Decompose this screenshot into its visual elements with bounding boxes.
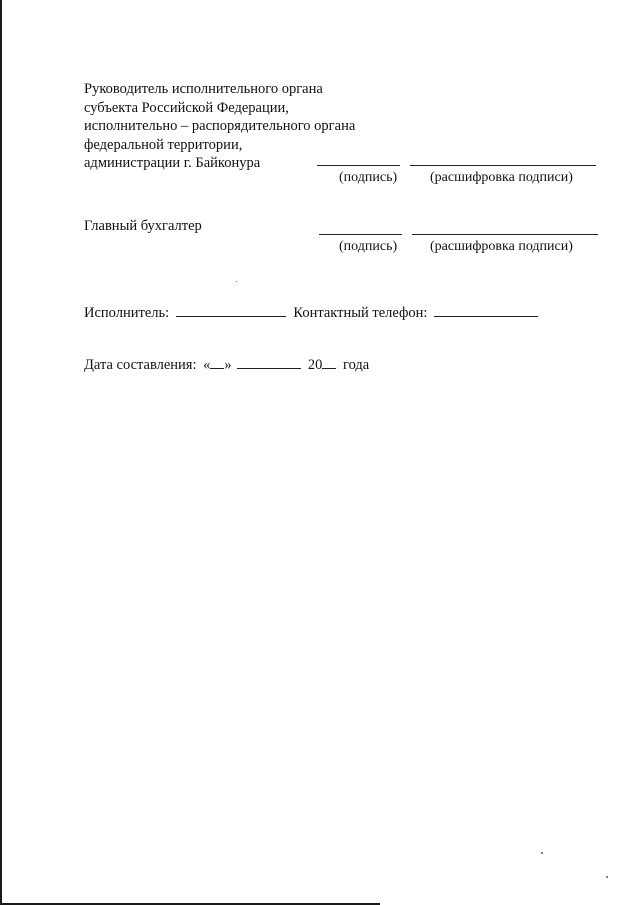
executor-label: Исполнитель: — [84, 305, 170, 321]
date-label: Дата составления: — [84, 357, 197, 373]
accountant-title: Главный бухгалтер — [84, 218, 202, 234]
head-title-line-5: администрации г. Байконура — [84, 155, 261, 171]
date-month-field[interactable] — [237, 354, 301, 369]
scan-speck — [236, 281, 237, 282]
head-decoding-caption: (расшифровка подписи) — [430, 170, 573, 185]
executor-name-field[interactable] — [176, 302, 286, 317]
date-year-prefix: 20 — [307, 357, 323, 373]
head-title-line-4: федеральной территории, — [84, 136, 243, 153]
accountant-decoding-line[interactable] — [412, 234, 598, 235]
head-title-block — [84, 80, 355, 173]
phone-label: Контактный телефон: — [293, 305, 428, 321]
phone-field[interactable] — [434, 302, 538, 317]
head-signature-caption: (подпись) — [339, 170, 398, 185]
head-title-line-3: исполнительно – распорядительного органа — [84, 118, 356, 134]
date-year-suffix: года — [343, 357, 370, 373]
date-year-field[interactable] — [322, 354, 336, 369]
executor-row — [84, 302, 538, 322]
date-day-field[interactable] — [210, 354, 224, 369]
head-title-line-1: Руководитель исполнительного органа — [84, 81, 323, 97]
head-signature-line[interactable] — [317, 165, 400, 166]
accountant-decoding-caption: (расшифровка подписи) — [430, 239, 573, 254]
accountant-signature-line[interactable] — [319, 234, 402, 235]
head-title-line-2: субъекта Российской Федерации, — [84, 99, 289, 116]
scan-speck — [541, 852, 543, 854]
scan-border-left — [0, 0, 2, 905]
accountant-signature-caption: (подпись) — [339, 239, 398, 254]
date-close-quote: » — [224, 357, 232, 373]
scan-speck — [606, 876, 608, 878]
date-row — [84, 354, 369, 374]
date-open-quote: « — [203, 357, 211, 373]
head-decoding-line[interactable] — [410, 165, 596, 166]
